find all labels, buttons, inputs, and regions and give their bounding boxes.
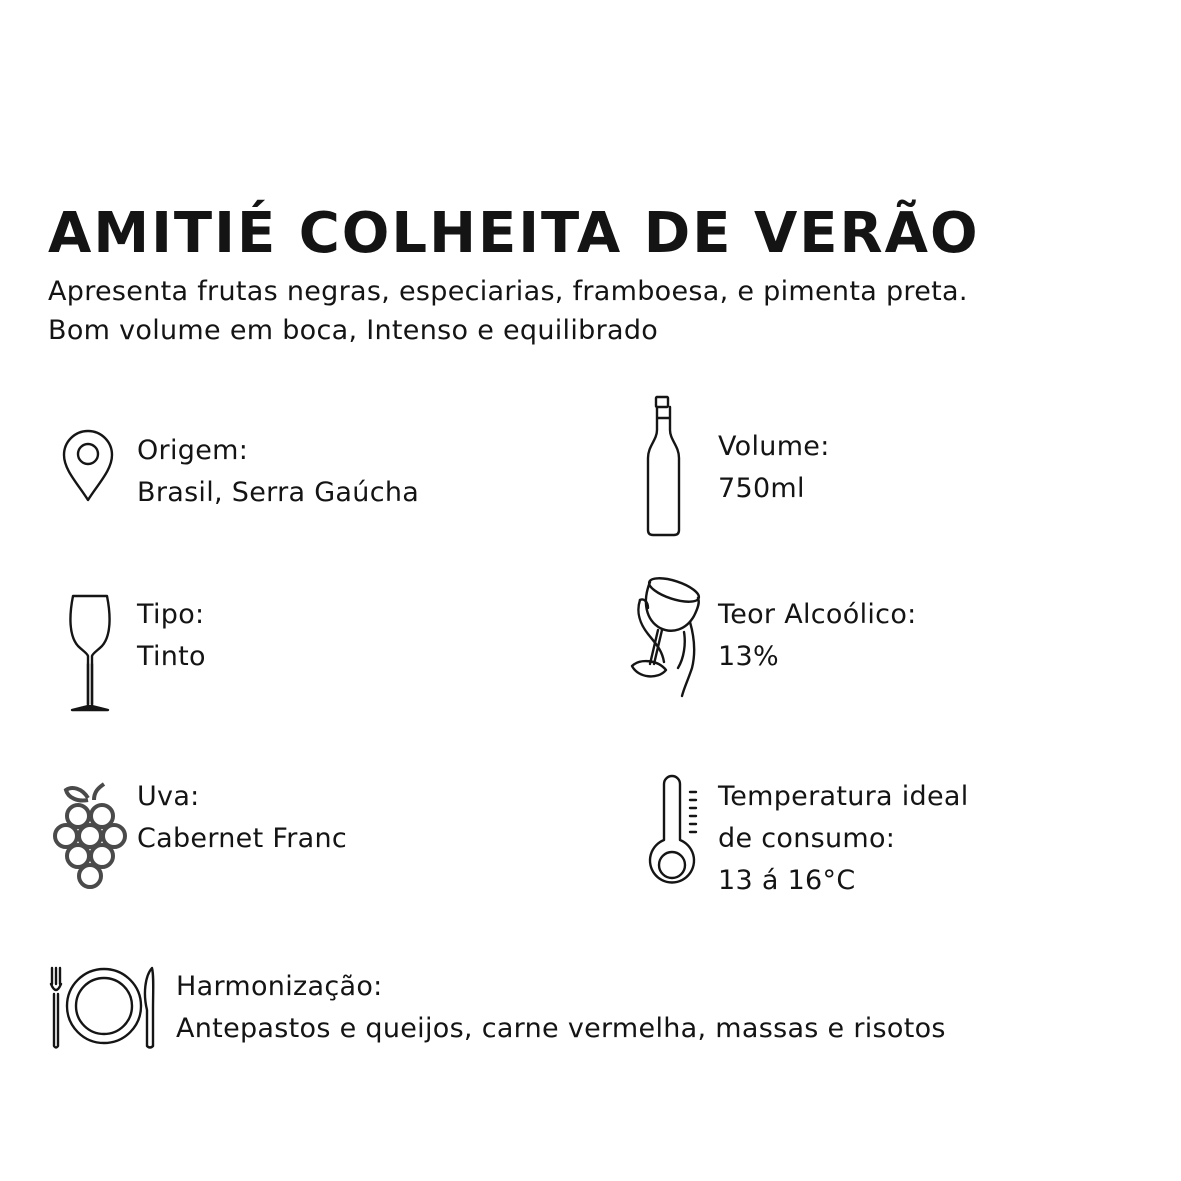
wine-bottle-icon <box>642 394 686 540</box>
description-line-2: Bom volume em boca, Intenso e equilibrado <box>48 315 659 346</box>
origem-info <box>137 430 419 514</box>
tipo-value: Tinto <box>137 641 206 672</box>
origem-label: Origem: <box>137 435 249 466</box>
origem-value: Brasil, Serra Gaúcha <box>137 477 420 508</box>
harmonizacao-info <box>176 966 946 1050</box>
volume-value: 750ml <box>718 473 805 504</box>
teor-label: Teor Alcoólico: <box>718 599 917 630</box>
tipo-info <box>137 594 206 678</box>
volume-info <box>718 426 830 510</box>
tipo-label: Tipo: <box>137 599 205 630</box>
temperatura-value: 13 á 16°C <box>718 865 856 896</box>
teor-info <box>718 594 917 678</box>
teor-value: 13% <box>718 641 779 672</box>
uva-value: Cabernet Franc <box>137 823 348 854</box>
uva-label: Uva: <box>137 781 200 812</box>
temperatura-label-line-1: Temperatura ideal <box>718 781 969 812</box>
thermometer-icon <box>646 772 702 892</box>
uva-info <box>137 776 347 860</box>
product-description <box>48 272 1148 350</box>
harmonizacao-label: Harmonização: <box>176 971 383 1002</box>
harmonizacao-value: Antepastos e queijos, carne vermelha, massas e risotos <box>176 1013 946 1044</box>
volume-label: Volume: <box>718 431 830 462</box>
product-title: AMITIÉ COLHEITA DE VERÃO <box>48 201 980 266</box>
description-line-1: Apresenta frutas negras, especiarias, framboesa, e pimenta preta. <box>48 276 968 307</box>
temperatura-label-line-2: de consumo: <box>718 823 896 854</box>
grapes-icon <box>48 782 132 892</box>
hand-holding-glass-icon <box>622 572 708 700</box>
wine-glass-icon <box>66 592 114 716</box>
map-pin-icon <box>60 428 116 504</box>
plate-cutlery-icon <box>48 964 158 1052</box>
temperatura-info <box>718 776 969 902</box>
